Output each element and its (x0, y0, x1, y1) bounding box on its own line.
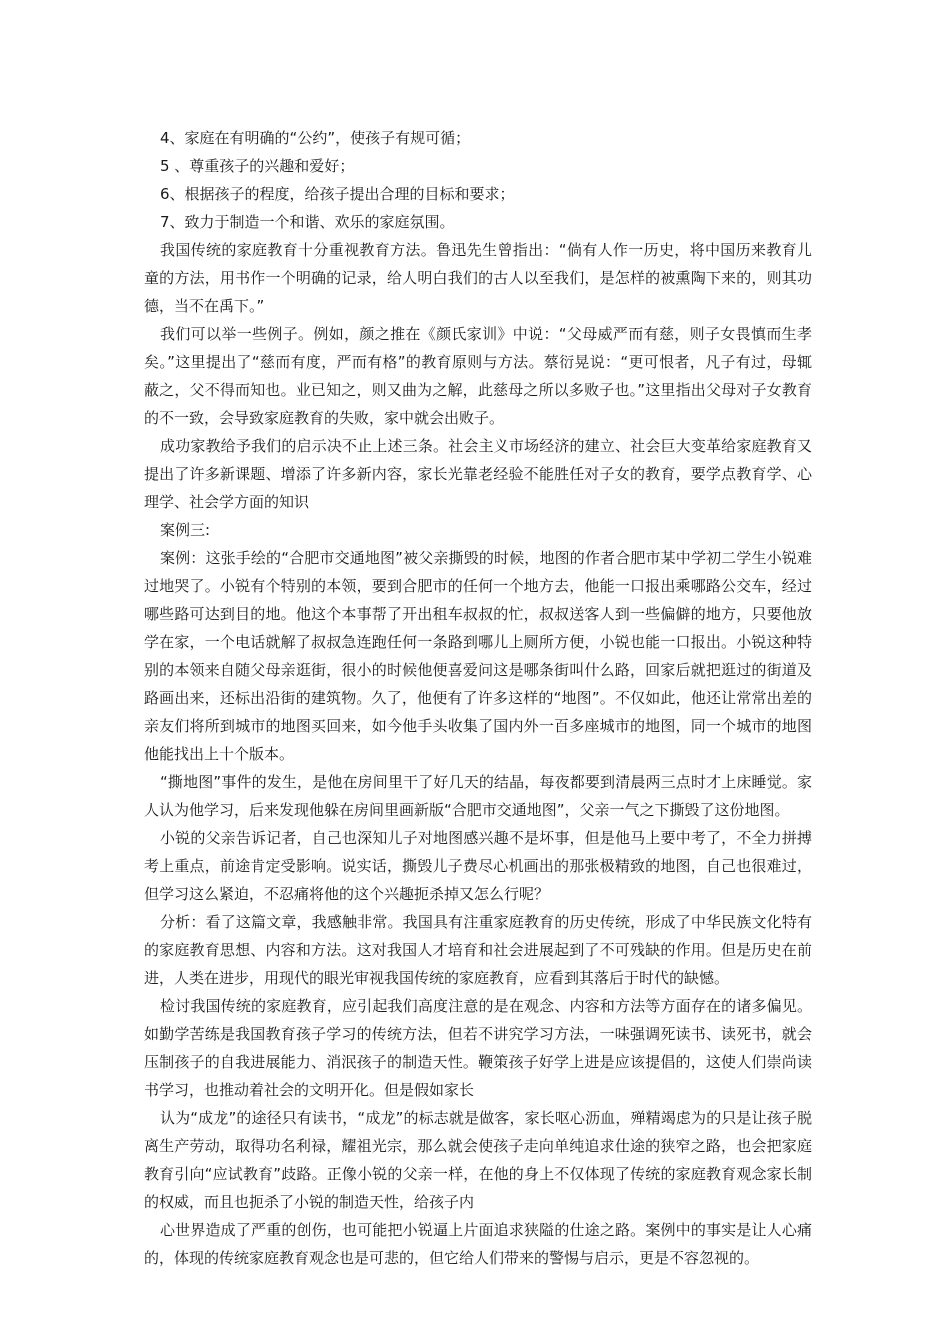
list-item-7: 7、致力于制造一个和谐、欢乐的家庭氛围。 (160, 213, 455, 231)
paragraph-father-statement: 小锐的父亲告诉记者，自己也深知儿子对地图感兴趣不是坏事，但是他马上要中考了，不全力拼搏考上重点，前途肯定受影响。说实话，撕毁儿子费尽心机画出的那张极精致的地图，自己也很难过，但学习这么紧迫，不忍痛将他的这个兴趣扼杀掉又怎么行呢？ (144, 829, 812, 903)
document-body (144, 124, 812, 1272)
paragraph-conclusion: 心世界造成了严重的创伤，也可能把小锐逼上片面追求狭隘的仕途之路。案例中的事实是让人心痛的，体现的传统家庭教育观念也是可悲的，但它给人们带来的警惕与启示，更是不容忽视的。 (144, 1221, 812, 1267)
list-item-5: 5 、尊重孩子的兴趣和爱好； (160, 157, 355, 175)
list-item-6: 6、根据孩子的程度，给孩子提出合理的目标和要求； (160, 185, 515, 203)
paragraph-case-story: 案例：这张手绘的“合肥市交通地图”被父亲撕毁的时候，地图的作者合肥市某中学初二学生小锐难过地哭了。小锐有个特别的本领，要到合肥市的任何一个地方去，他能一口报出乘哪路公交车，经过哪些路可达到目的地。他这个本事帮了开出租车叔叔的忙，叔叔送客人到一些偏僻的地方，只要他放学在家，一个电话就解了叔叔急连跑任何一条路到哪儿上厕所方便，小锐也能一口报出。小锐这种特别的本领来自随父母亲逛街，很小的时候他便喜爱问这是哪条街叫什么路，回家后就把逛过的街道及路画出来，还标出沿街的建筑物。久了，他便有了许多这样的“地图”。不仅如此，他还让常常出差的亲友们将所到城市的地图买回来，如今他手头收集了国内外一百多座城市的地图，同一个城市的地图他能找出上十个版本。 (144, 549, 812, 763)
list-item-4: 4、家庭在有明确的“公约”，使孩子有规可循； (160, 129, 471, 147)
paragraph-enlightenment: 成功家教给予我们的启示决不止上述三条。社会主义市场经济的建立、社会巨大变革给家庭教育又提出了许多新课题、增添了许多新内容，家长光靠老经验不能胜任对子女的教育，要学点教育学、心理学、社会学方面的知识 (144, 437, 812, 511)
case-heading: 案例三: (160, 521, 211, 539)
paragraph-success-path: 认为“成龙”的途径只有读书，“成龙”的标志就是做客，家长呕心沥血，殚精竭虑为的只是让孩子脱离生产劳动，取得功名利禄，耀祖光宗，那么就会使孩子走向单纯追求仕途的狭窄之路，也会把家庭教育引向“应试教育”歧路。正像小锐的父亲一样，在他的身上不仅体现了传统的家庭教育观念家长制的权威，而且也扼杀了小锐的制造天性，给孩子内 (144, 1109, 812, 1211)
paragraph-analysis: 分析：看了这篇文章，我感触非常。我国具有注重家庭教育的历史传统，形成了中华民族文化特有的家庭教育思想、内容和方法。这对我国人才培育和社会进展起到了不可残缺的作用。但是历史在前进，人类在进步，用现代的眼光审视我国传统的家庭教育，应看到其落后于时代的缺憾。 (144, 913, 812, 987)
paragraph-torn-map: “撕地图”事件的发生，是他在房间里干了好几天的结晶，每夜都要到清晨两三点时才上床睡觉。家人认为他学习，后来发现他躲在房间里画新版“合肥市交通地图”，父亲一气之下撕毁了这份地图。 (144, 773, 812, 819)
paragraph-traditional-methods: 我国传统的家庭教育十分重视教育方法。鲁迅先生曾指出：“倘有人作一历史，将中国历来教育儿童的方法，用书作一个明确的记录，给人明白我们的古人以至我们，是怎样的被熏陶下来的，则其功德，当不在禹下。” (144, 241, 812, 315)
paragraph-examples: 我们可以举一些例子。例如，颜之推在《颜氏家训》中说：“父母威严而有慈，则子女畏慎而生孝矣。”这里提出了“慈而有度，严而有格”的教育原则与方法。蔡衍晃说：“更可恨者，凡子有过，母辄蔽之，父不得而知也。业已知之，则又曲为之解，此慈母之所以多败子也。”这里指出父母对子女教育的不一致，会导致家庭教育的失败，家中就会出败子。 (144, 325, 812, 427)
paragraph-review: 检讨我国传统的家庭教育，应引起我们高度注意的是在观念、内容和方法等方面存在的诸多偏见。如勤学苦练是我国教育孩子学习的传统方法，但若不讲究学习方法，一味强调死读书、读死书，就会压制孩子的自我进展能力、消泯孩子的制造天性。鞭策孩子好学上进是应该提倡的，这使人们崇尚读书学习，也推动着社会的文明开化。但是假如家长 (144, 997, 812, 1099)
